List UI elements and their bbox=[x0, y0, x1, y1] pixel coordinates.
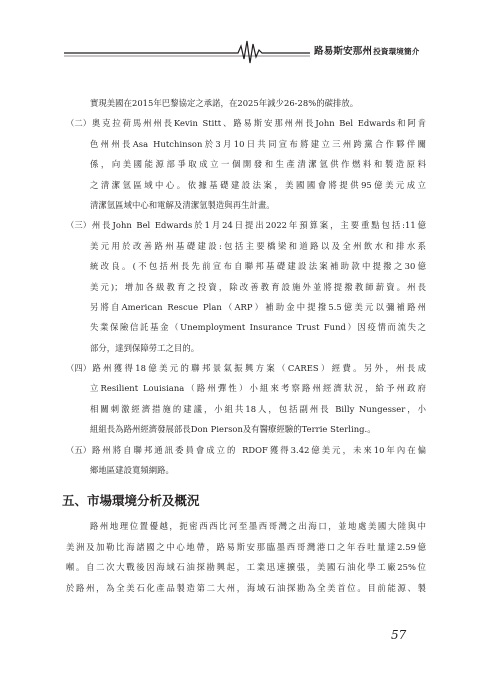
item-line-text: 清潔氫區域中心和電解及清潔氫製造與再生計畫。 bbox=[90, 199, 275, 210]
numbered-item bbox=[66, 116, 426, 218]
item-line-text: 失業保險信託基金（Unemployment Insurance Trust Fund）因疫情而流失之 bbox=[90, 322, 426, 333]
item-line bbox=[66, 218, 426, 238]
numbered-item bbox=[66, 218, 426, 361]
item-line-text: 色州州長Asa Hutchinson於3月10日共同宣布將建立三州跨黨合作夥伴關 bbox=[90, 138, 426, 149]
item-marker: （四） bbox=[66, 363, 92, 374]
item-line bbox=[66, 280, 426, 300]
page-number: 57 bbox=[391, 628, 407, 642]
item-line-text: 相關刺激經濟措施的建議，小組共18人，包括副州長 Billy Nungesser，小 bbox=[90, 403, 426, 414]
item-line bbox=[66, 381, 426, 401]
header-title-sub: 投資環境簡介 bbox=[373, 47, 420, 56]
item-line bbox=[66, 116, 426, 136]
item-line-text: 之清潔氫區域中心。依據基礎建設法案，美國國會將提供95億美元成立 bbox=[90, 179, 426, 190]
item-line bbox=[66, 137, 426, 157]
item-line bbox=[66, 157, 426, 177]
page-header bbox=[0, 0, 480, 70]
item-line bbox=[66, 300, 426, 320]
header-title-main: 路易斯安那州 bbox=[314, 46, 373, 57]
item-line-text: 部分，達到保障勞工之目的。 bbox=[90, 342, 200, 353]
numbered-items bbox=[66, 116, 426, 483]
item-line bbox=[66, 443, 426, 463]
item-line bbox=[66, 361, 426, 381]
item-line bbox=[66, 239, 426, 259]
section-line: 美洲及加勒比海諸國之中心地帶，路易斯安那臨墨西哥灣港口之年吞吐量達2.59億 bbox=[66, 541, 426, 552]
item-marker: （三） bbox=[66, 220, 92, 231]
item-marker: （五） bbox=[66, 444, 92, 455]
item-line-text: 立Resilient Louisiana（路州彈性）小組來考察路州經濟狀況，給予州政府 bbox=[90, 383, 426, 394]
numbered-item bbox=[66, 443, 426, 484]
item-line bbox=[66, 320, 426, 340]
section-line: 於路州，為全美石化產品製造第二大州，海域石油探勘為全美首位。目前能源、製 bbox=[66, 582, 426, 593]
header-heartbeat-line bbox=[0, 0, 480, 70]
item-line-text: 鄉地區建設寬頻網路。 bbox=[90, 465, 174, 476]
item-line bbox=[66, 259, 426, 279]
section-line: 路州地理位置優越，扼密西西比河至墨西哥灣之出海口，並地處美國大陸與中 bbox=[90, 521, 426, 532]
item-line-text: 美元)；增加各級教育之投資，除改善教育設施外並將提撥教師薪資。州長 bbox=[90, 281, 426, 292]
item-line bbox=[66, 341, 426, 361]
section-paragraph bbox=[66, 519, 426, 601]
section-title: 五、市場環境分析及概況 bbox=[62, 493, 200, 509]
item-line bbox=[66, 402, 426, 422]
item-line bbox=[66, 422, 426, 442]
item-line-text: 係，向美國能源部爭取成立一個開發和生產清潔氫供作燃料和製造原料 bbox=[90, 159, 426, 170]
numbered-item bbox=[66, 361, 426, 443]
item-line-text: 奧克拉荷馬州州長Kevin Stitt、路易斯安那州州長John Bel Edwards和阿肯 bbox=[90, 118, 426, 129]
item-line-text: 州長John Bel Edwards於1月24日提出2022年預算案，主要重點包括:11億 bbox=[90, 220, 426, 231]
item-line-text: 美元用於改善路州基礎建設:包括主要橋梁和道路以及全州飲水和排水系 bbox=[90, 240, 426, 251]
item-marker: （二） bbox=[66, 118, 92, 129]
item-line-text: 路州將自聯邦通訊委員會成立的 RDOF獲得3.42億美元，未來10年內在偏 bbox=[90, 444, 426, 455]
item-line-text: 統改良。(不包括州長先前宣布自聯邦基礎建設法案補助款中提撥之30億 bbox=[90, 261, 426, 272]
continued-paragraph-line: 實現美國在2015年巴黎協定之承諾，在2025年減少26-28%的碳排放。 bbox=[90, 98, 359, 108]
item-line bbox=[66, 198, 426, 218]
item-line bbox=[66, 178, 426, 198]
document-body bbox=[62, 96, 426, 601]
item-line-text: 路州獲得18億美元的聯邦景氣振興方案（CARES）經費。另外，州長成 bbox=[90, 363, 426, 374]
section-line: 噸。自二次大戰後因海域石油探勘興起，工業迅速擴張，美國石油化學工廠25%位 bbox=[66, 562, 426, 573]
item-line bbox=[66, 463, 426, 483]
item-line-text: 另將自American Rescue Plan（ARP）補助金中提撥5.5億美元以彌補路州 bbox=[90, 301, 426, 312]
item-line-text: 組組長為路州經濟發展部長Don Pierson及有醫療經驗的Terrie Sterling.。 bbox=[90, 424, 376, 435]
header-title bbox=[314, 43, 419, 57]
